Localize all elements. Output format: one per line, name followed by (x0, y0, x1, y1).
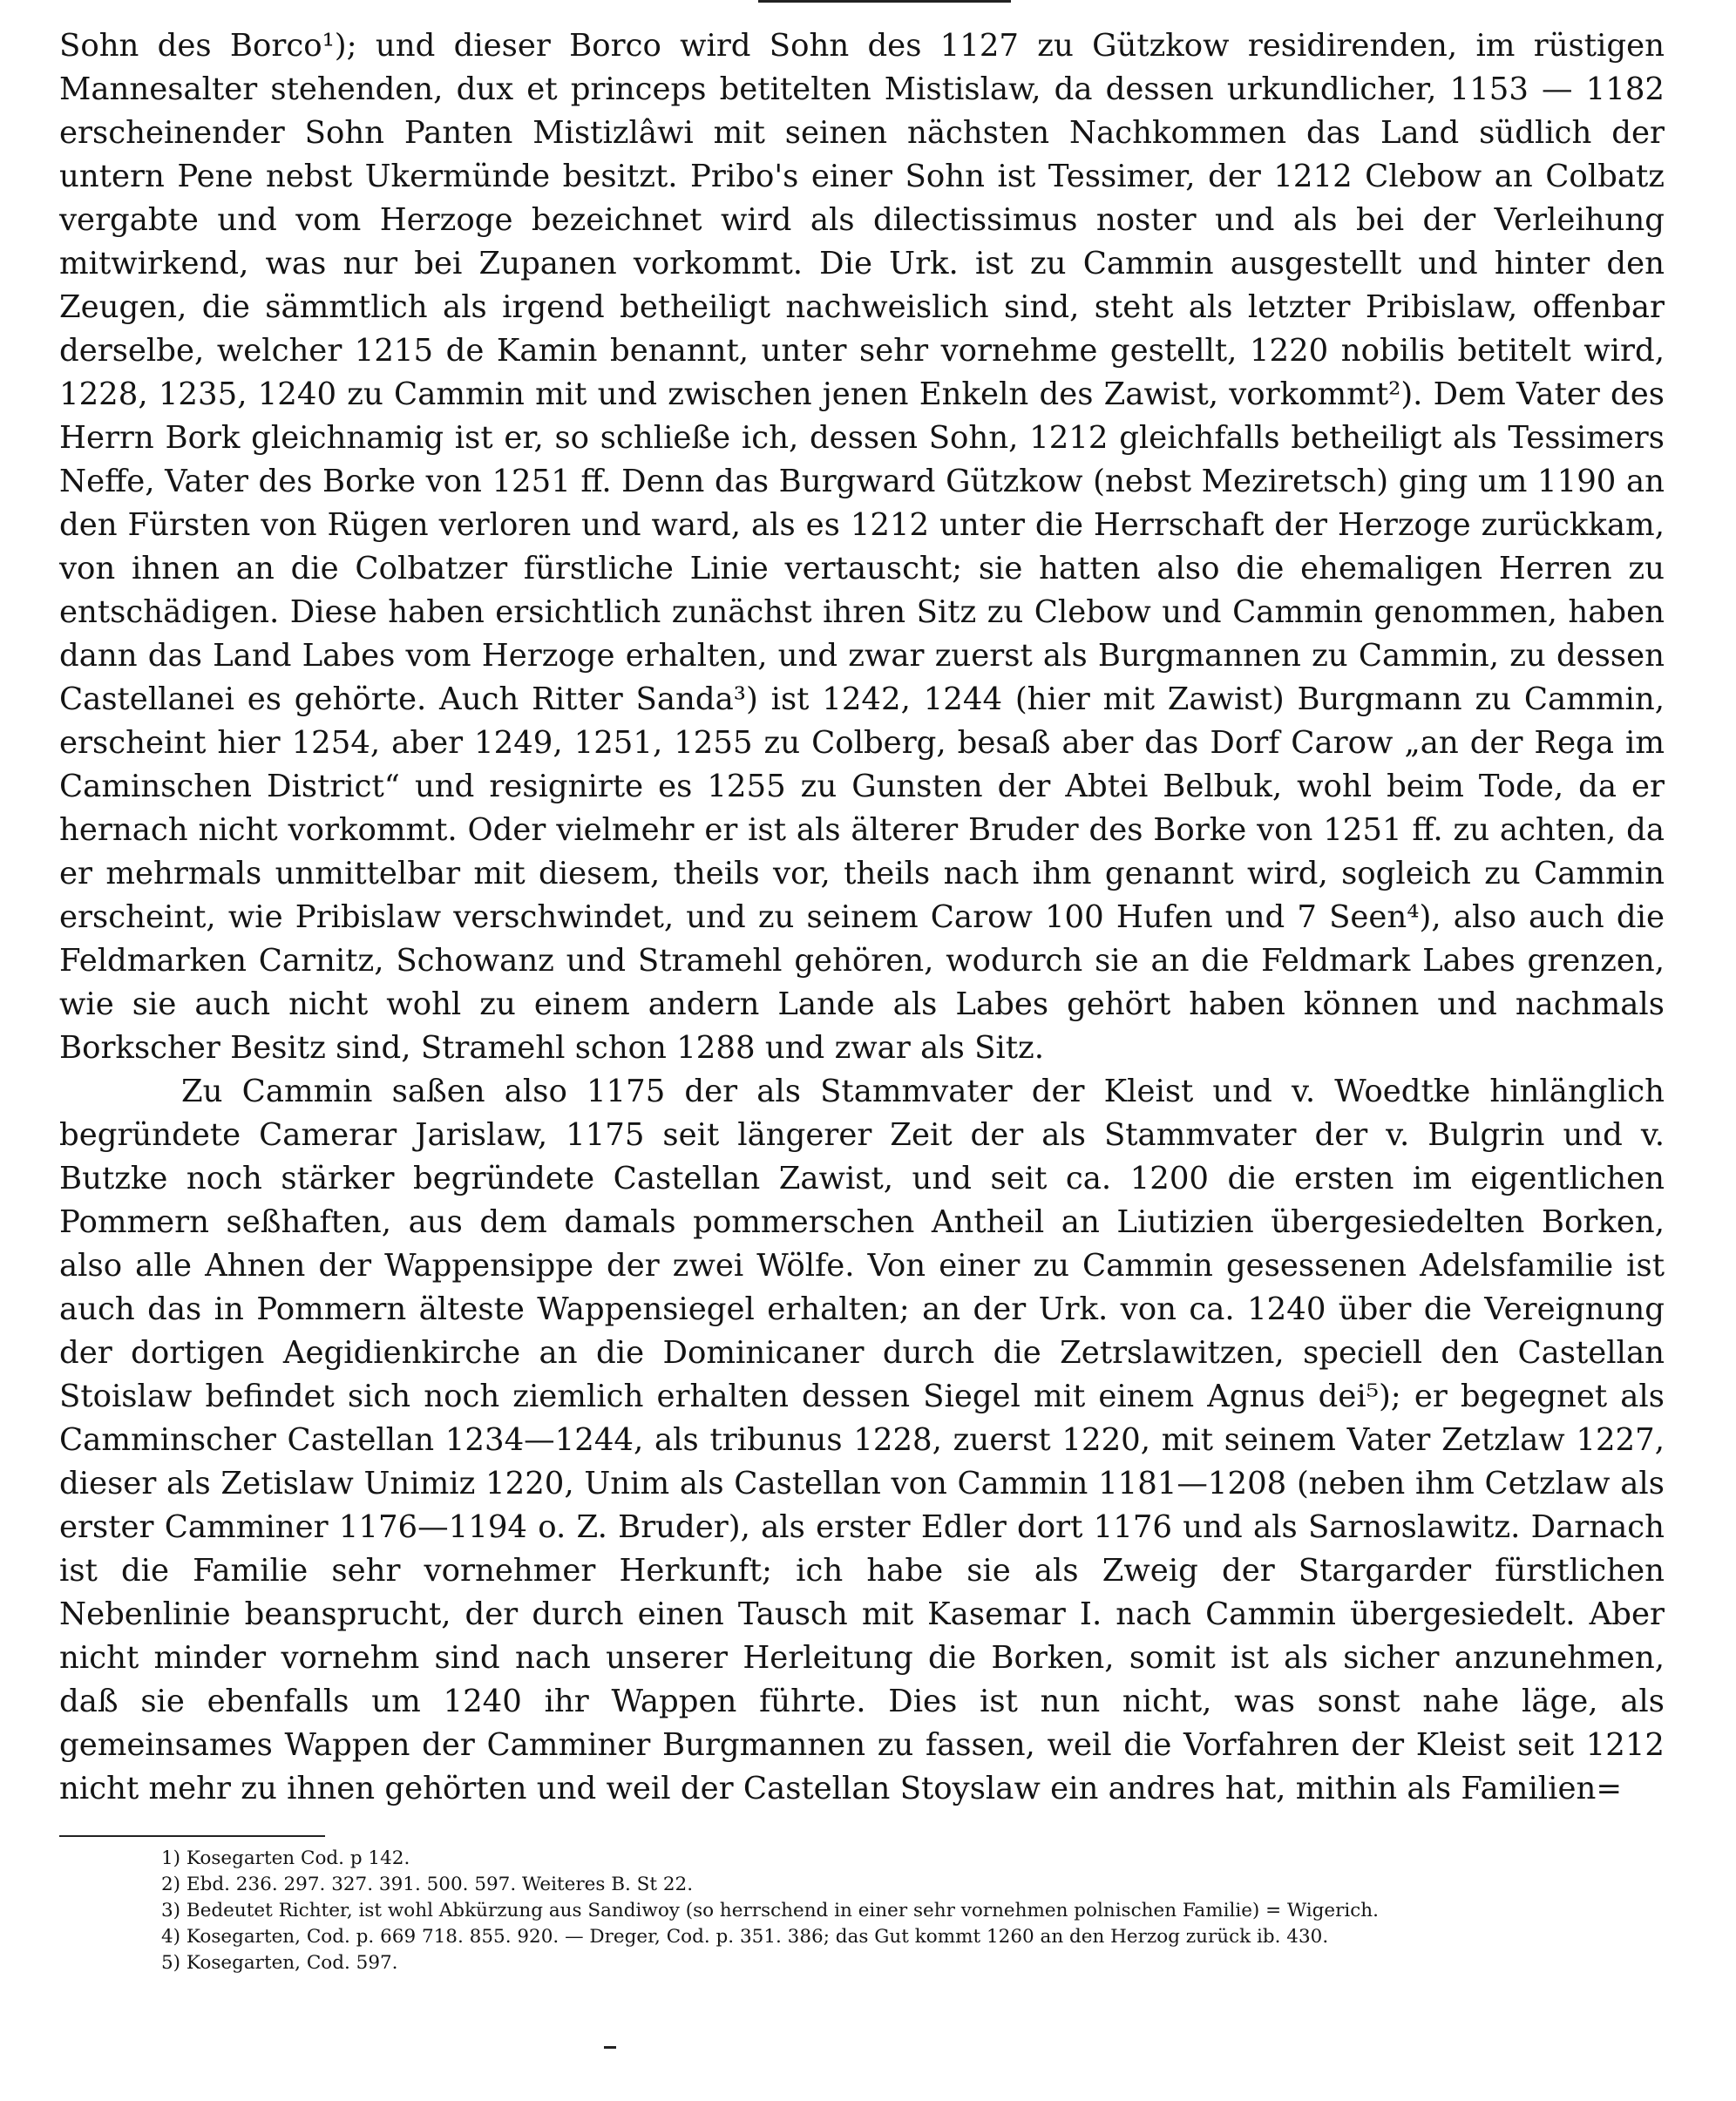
paragraph-2: Zu Cammin saßen also 1175 der als Stammvater der Kleist und v. Woedtke hinlänglich begründete Camerar Jarislaw, 1175 seit längerer Zeit der als Stammvater der v. Bulgrin und v. Butzke noch stärker begründete Castellan Zawist, und seit ca. 1200 die ersten im eigentlichen Pommern seßhaften, aus dem damals pommerschen Antheil an Liutizien übergesiedelten Borken, also alle Ahnen der Wappensippe der zwei Wölfe. Von einer zu Cammin gesessenen Adelsfamilie ist auch das in Pommern älteste Wappensiegel erhalten; an der Urk. von ca. 1240 über die Vereignung der dortigen Aegidienkirche an die Dominicaner durch die Zetrslawitzen, speciell den Castellan Stoislaw befindet sich noch ziemlich erhalten dessen Siegel mit einem Agnus dei⁵); er begegnet als Camminscher Castellan 1234—1244, als tribunus 1228, zuerst 1220, mit seinem Vater Zetzlaw 1227, dieser als Zetislaw Unimiz 1220, Unim als Castellan von Cammin 1181—1208 (neben ihm Cetzlaw als erster Camminer 1176—1194 o. Z. Bruder), als erster Edler dort 1176 und als Sarnoslawitz. Darnach ist die Familie sehr vornehmer Herkunft; ich habe sie als Zweig der Stargarder fürstlichen Nebenlinie beansprucht, der durch einen Tausch mit Kasemar I. nach Cammin übergesiedelt. Aber nicht minder vornehm sind nach unserer Herleitung die Borken, somit ist als sicher anzunehmen, daß sie ebenfalls um 1240 ihr Wappen führte. Dies ist nun nicht, was sonst nahe läge, als gemeinsames Wappen der Camminer Burgmannen zu fassen, weil die Vorfahren der Kleist seit 1212 nicht mehr zu ihnen gehörten und weil der Castellan Stoyslaw ein andres hat, mithin als Familien= (59, 1074, 1665, 1806)
footnote-2: 2) Ebd. 236. 297. 327. 391. 500. 597. Weiteres B. St 22. (161, 1874, 694, 1895)
footnote-rule (59, 1835, 325, 1837)
footnote-4: 4) Kosegarten, Cod. p. 669 718. 855. 920. — Dreger, Cod. p. 351. 386; das Gut kommt 1260 an den Herzog zurück ib. 430. (161, 1926, 1329, 1948)
page-mark (604, 2046, 616, 2049)
header-rule (758, 0, 1011, 3)
footnote-5: 5) Kosegarten, Cod. 597. (161, 1952, 398, 1974)
paragraph-1: Sohn des Borco¹); und dieser Borco wird Sohn des 1127 zu Gützkow residirenden, im rüstigen Mannesalter stehenden, dux et princeps betitelten Mistislaw, da dessen urkundlicher, 1153 — 1182 erscheinender Sohn Panten Mistizlâwi mit seinen nächsten Nachkommen das Land südlich der untern Pene nebst Ukermünde besitzt. Pribo's einer Sohn ist Tessimer, der 1212 Clebow an Colbatz vergabte und vom Herzoge bezeichnet wird als dilectissimus noster und als bei der Verleihung mitwirkend, was nur bei Zupanen vorkommt. Die Urk. ist zu Cammin ausgestellt und hinter den Zeugen, die sämmtlich als irgend betheiligt nachweislich sind, steht als letzter Pribislaw, offenbar derselbe, welcher 1215 de Kamin benannt, unter sehr vornehme gestellt, 1220 nobilis betitelt wird, 1228, 1235, 1240 zu Cammin mit und zwischen jenen Enkeln des Zawist, vorkommt²). Dem Vater des Herrn Bork gleichnamig ist er, so schließe ich, dessen Sohn, 1212 gleichfalls betheiligt als Tessimers Neffe, Vater des Borke von 1251 ff. Denn das Burgward Gützkow (nebst Meziretsch) ging um 1190 an den Fürsten von Rügen verloren und ward, als es 1212 unter die Herrschaft der Herzoge zurückkam, von ihnen an die Colbatzer fürstliche Linie vertauscht; sie hatten also die ehemaligen Herren zu entschädigen. Diese haben ersichtlich zunächst ihren Sitz zu Clebow und Cammin genommen, haben dann das Land Labes vom Herzoge erhalten, und zwar zuerst als Burgmannen zu Cammin, zu dessen Castellanei es gehörte. Auch Ritter Sanda³) ist 1242, 1244 (hier mit Zawist) Burgmann zu Cammin, erscheint hier 1254, aber 1249, 1251, 1255 zu Colberg, besaß aber das Dorf Carow „an der Rega im Caminschen District“ und resignirte es 1255 zu Gunsten der Abtei Belbuk, wohl beim Tode, da er hernach nicht vorkommt. Oder vielmehr er ist als älterer Bruder des Borke von 1251 ff. zu achten, da er mehrmals unmittelbar mit diesem, theils vor, theils nach ihm genannt wird, sogleich zu Cammin erscheint, wie Pribislaw verschwindet, und zu seinem Carow 100 Hufen und 7 Seen⁴), also auch die Feldmarken Carnitz, Schowanz und Stramehl gehören, wodurch sie an die Feldmark Labes grenzen, wie sie auch nicht wohl zu einem andern Lande als Labes gehört haben können und nachmals Borkscher Besitz sind, Stramehl schon 1288 und zwar als Sitz. (59, 28, 1665, 1066)
footnote-1: 1) Kosegarten Cod. p 142. (161, 1847, 410, 1869)
main-text (59, 24, 1665, 1811)
footnote-3: 3) Bedeutet Richter, ist wohl Abkürzung aus Sandiwoy (so herrschend in einer sehr vornehmen polnischen Familie) = Wigerich. (161, 1900, 1379, 1921)
footnotes (161, 1846, 1678, 1976)
